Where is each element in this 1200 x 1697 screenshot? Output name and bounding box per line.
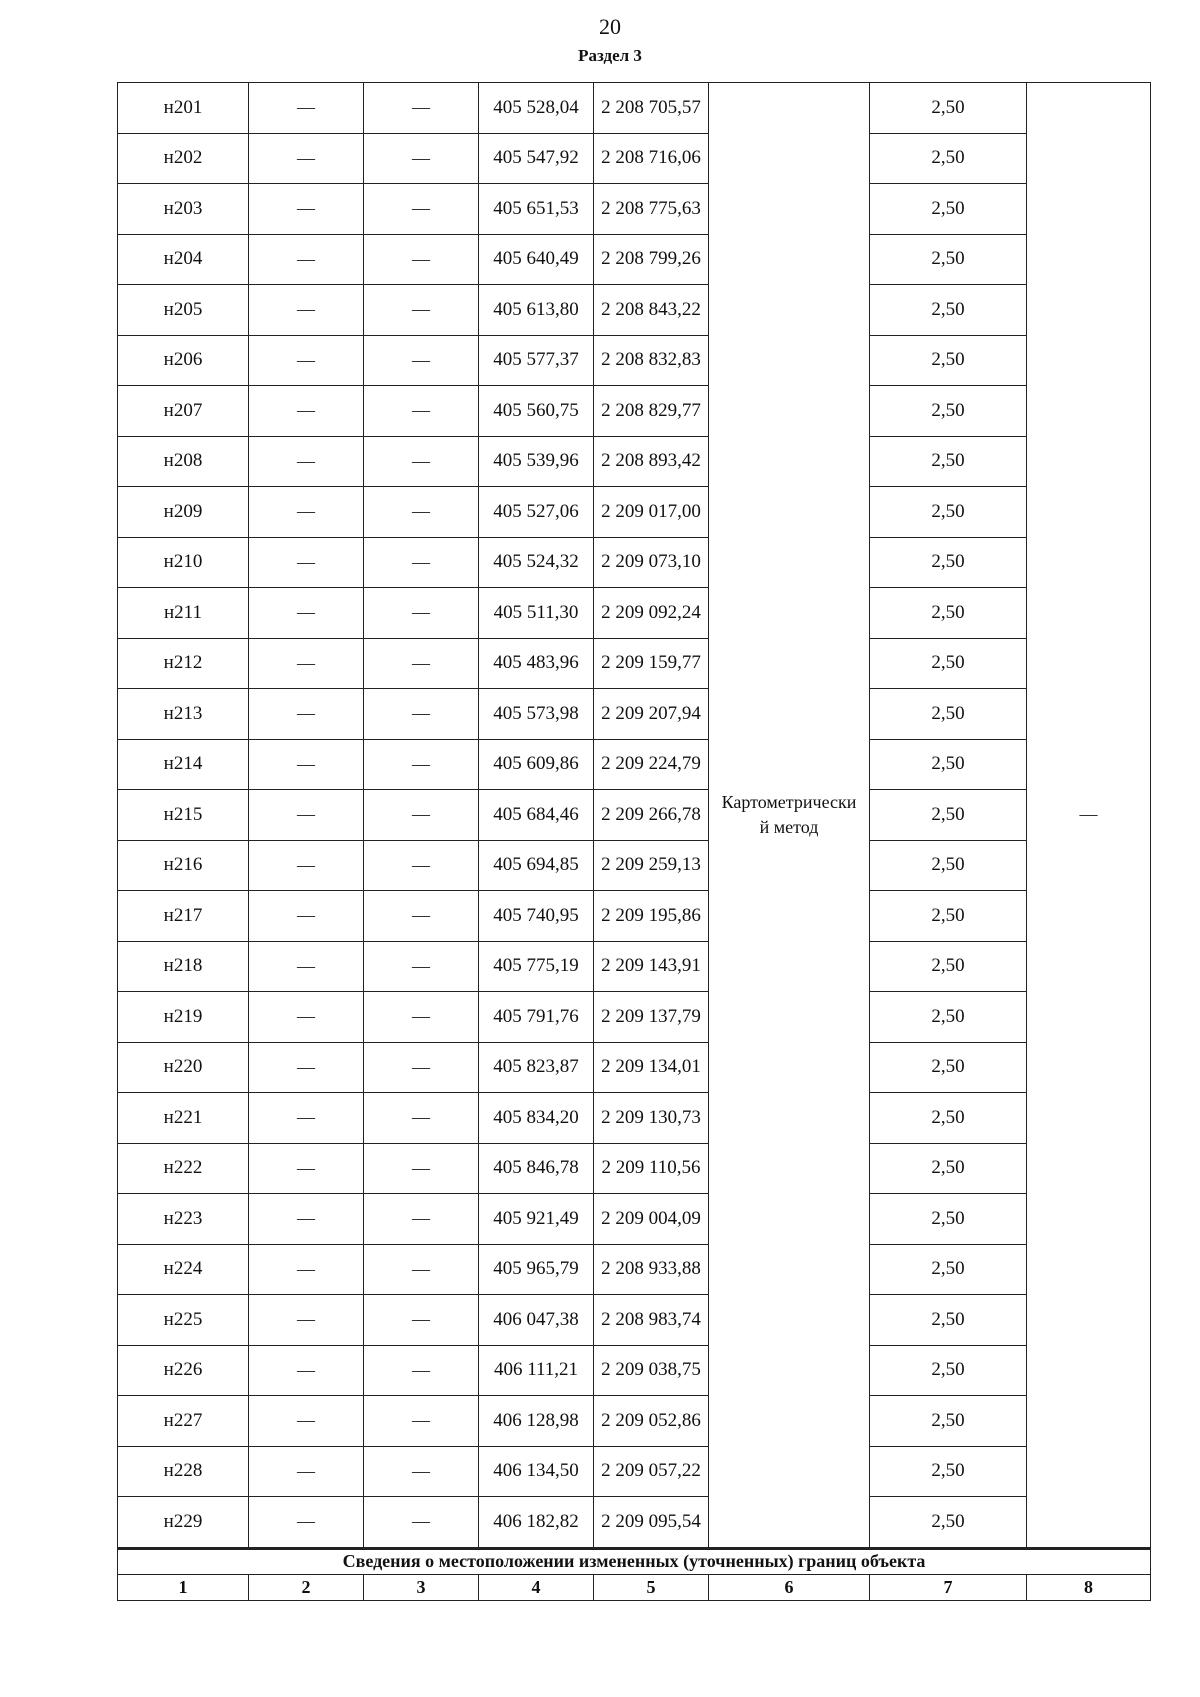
y-coordinate-cell: 2 208 799,26 — [594, 234, 709, 285]
point-name-cell: н208 — [118, 436, 249, 487]
col2-cell: — — [249, 790, 364, 841]
y-coordinate-cell: 2 209 266,78 — [594, 790, 709, 841]
y-coordinate-cell: 2 209 143,91 — [594, 941, 709, 992]
point-name-cell: н222 — [118, 1143, 249, 1194]
col2-cell: — — [249, 1396, 364, 1447]
col2-cell: — — [249, 285, 364, 336]
col3-cell: — — [364, 83, 479, 134]
x-coordinate-cell: 405 483,96 — [479, 638, 594, 689]
x-coordinate-cell: 405 524,32 — [479, 537, 594, 588]
x-coordinate-cell: 405 527,06 — [479, 487, 594, 538]
col2-cell: — — [249, 840, 364, 891]
y-coordinate-cell: 2 209 092,24 — [594, 588, 709, 639]
table-row — [118, 1143, 1151, 1194]
col2-cell: — — [249, 487, 364, 538]
y-coordinate-cell: 2 209 038,75 — [594, 1345, 709, 1396]
col2-cell: — — [249, 1042, 364, 1093]
y-coordinate-cell: 2 209 137,79 — [594, 992, 709, 1043]
col2-cell: — — [249, 1446, 364, 1497]
col3-cell: — — [364, 1244, 479, 1295]
accuracy-cell: 2,50 — [870, 840, 1027, 891]
y-coordinate-cell: 2 209 110,56 — [594, 1143, 709, 1194]
col2-cell: — — [249, 1143, 364, 1194]
accuracy-cell: 2,50 — [870, 689, 1027, 740]
table-row — [118, 436, 1151, 487]
col3-cell: — — [364, 133, 479, 184]
x-coordinate-cell: 405 640,49 — [479, 234, 594, 285]
point-name-cell: н215 — [118, 790, 249, 841]
table-row — [118, 1194, 1151, 1245]
x-coordinate-cell: 405 775,19 — [479, 941, 594, 992]
y-coordinate-cell: 2 209 004,09 — [594, 1194, 709, 1245]
accuracy-cell: 2,50 — [870, 1042, 1027, 1093]
col3-cell: — — [364, 1093, 479, 1144]
table-row — [118, 1446, 1151, 1497]
accuracy-cell: 2,50 — [870, 1143, 1027, 1194]
col2-cell: — — [249, 638, 364, 689]
y-coordinate-cell: 2 209 195,86 — [594, 891, 709, 942]
col2-cell: — — [249, 133, 364, 184]
y-coordinate-cell: 2 209 073,10 — [594, 537, 709, 588]
column-number-cell: 1 — [118, 1574, 249, 1600]
column-number-cell: 5 — [594, 1574, 709, 1600]
table-row — [118, 184, 1151, 235]
y-coordinate-cell: 2 209 159,77 — [594, 638, 709, 689]
col3-cell: — — [364, 285, 479, 336]
col3-cell: — — [364, 386, 479, 437]
point-name-cell: н214 — [118, 739, 249, 790]
col3-cell: — — [364, 234, 479, 285]
method-label-line: й метод — [759, 816, 819, 837]
y-coordinate-cell: 2 208 829,77 — [594, 386, 709, 437]
caption-row — [118, 1548, 1151, 1574]
y-coordinate-cell: 2 208 775,63 — [594, 184, 709, 235]
table-row — [118, 285, 1151, 336]
col2-cell: — — [249, 335, 364, 386]
x-coordinate-cell: 405 651,53 — [479, 184, 594, 235]
col2-cell: — — [249, 184, 364, 235]
col2-cell: — — [249, 234, 364, 285]
point-name-cell: н221 — [118, 1093, 249, 1144]
col3-cell: — — [364, 588, 479, 639]
col3-cell: — — [364, 992, 479, 1043]
accuracy-cell: 2,50 — [870, 537, 1027, 588]
point-name-cell: н219 — [118, 992, 249, 1043]
col2-cell: — — [249, 1093, 364, 1144]
point-name-cell: н213 — [118, 689, 249, 740]
accuracy-cell: 2,50 — [870, 1345, 1027, 1396]
accuracy-cell: 2,50 — [870, 1446, 1027, 1497]
accuracy-cell: 2,50 — [870, 790, 1027, 841]
point-name-cell: н224 — [118, 1244, 249, 1295]
point-name-cell: н209 — [118, 487, 249, 538]
boundary-points-table — [117, 82, 1151, 1601]
point-name-cell: н202 — [118, 133, 249, 184]
table-row — [118, 487, 1151, 538]
accuracy-cell: 2,50 — [870, 133, 1027, 184]
x-coordinate-cell: 406 111,21 — [479, 1345, 594, 1396]
col3-cell: — — [364, 689, 479, 740]
column-number-cell: 6 — [709, 1574, 870, 1600]
col2-cell: — — [249, 941, 364, 992]
col3-cell: — — [364, 1042, 479, 1093]
table-row — [118, 386, 1151, 437]
col2-cell: — — [249, 689, 364, 740]
col3-cell: — — [364, 1396, 479, 1447]
table-row — [118, 790, 1151, 841]
y-coordinate-cell: 2 209 134,01 — [594, 1042, 709, 1093]
col2-cell: — — [249, 1497, 364, 1549]
point-name-cell: н218 — [118, 941, 249, 992]
x-coordinate-cell: 405 573,98 — [479, 689, 594, 740]
table-row — [118, 1093, 1151, 1144]
method-label-line: Картометрически — [721, 791, 857, 812]
column-numbers-row — [118, 1574, 1151, 1600]
col2-cell: — — [249, 83, 364, 134]
point-name-cell: н225 — [118, 1295, 249, 1346]
x-coordinate-cell: 405 791,76 — [479, 992, 594, 1043]
x-coordinate-cell: 405 740,95 — [479, 891, 594, 942]
point-name-cell: н212 — [118, 638, 249, 689]
col3-cell: — — [364, 1497, 479, 1549]
col2-cell: — — [249, 1295, 364, 1346]
table-row — [118, 891, 1151, 942]
col2-cell: — — [249, 436, 364, 487]
section-title: Раздел 3 — [578, 46, 642, 65]
col3-cell: — — [364, 638, 479, 689]
x-coordinate-cell: 405 528,04 — [479, 83, 594, 134]
table-row — [118, 689, 1151, 740]
x-coordinate-cell: 406 182,82 — [479, 1497, 594, 1549]
col3-cell: — — [364, 790, 479, 841]
table-row — [118, 234, 1151, 285]
accuracy-cell: 2,50 — [870, 285, 1027, 336]
accuracy-cell: 2,50 — [870, 1244, 1027, 1295]
table-row — [118, 537, 1151, 588]
table-row — [118, 638, 1151, 689]
y-coordinate-cell: 2 209 057,22 — [594, 1446, 709, 1497]
x-coordinate-cell: 405 613,80 — [479, 285, 594, 336]
accuracy-cell: 2,50 — [870, 992, 1027, 1043]
x-coordinate-cell: 405 823,87 — [479, 1042, 594, 1093]
col3-cell: — — [364, 487, 479, 538]
x-coordinate-cell: 405 846,78 — [479, 1143, 594, 1194]
table-row — [118, 941, 1151, 992]
accuracy-cell: 2,50 — [870, 891, 1027, 942]
x-coordinate-cell: 406 128,98 — [479, 1396, 594, 1447]
y-coordinate-cell: 2 209 095,54 — [594, 1497, 709, 1549]
x-coordinate-cell: 405 609,86 — [479, 739, 594, 790]
col8-cell: — — [1027, 83, 1151, 1549]
y-coordinate-cell: 2 208 705,57 — [594, 83, 709, 134]
x-coordinate-cell: 405 577,37 — [479, 335, 594, 386]
point-name-cell: н205 — [118, 285, 249, 336]
col2-cell: — — [249, 1345, 364, 1396]
table-caption: Сведения о местоположении измененных (уточненных) границ объекта — [118, 1548, 1151, 1574]
x-coordinate-cell: 405 547,92 — [479, 133, 594, 184]
col3-cell: — — [364, 1295, 479, 1346]
col3-cell: — — [364, 1446, 479, 1497]
col2-cell: — — [249, 386, 364, 437]
accuracy-cell: 2,50 — [870, 386, 1027, 437]
accuracy-cell: 2,50 — [870, 184, 1027, 235]
column-number-cell: 2 — [249, 1574, 364, 1600]
table-row — [118, 1396, 1151, 1447]
point-name-cell: н201 — [118, 83, 249, 134]
col3-cell: — — [364, 1194, 479, 1245]
y-coordinate-cell: 2 208 832,83 — [594, 335, 709, 386]
y-coordinate-cell: 2 209 130,73 — [594, 1093, 709, 1144]
col3-cell: — — [364, 1345, 479, 1396]
col3-cell: — — [364, 184, 479, 235]
accuracy-cell: 2,50 — [870, 335, 1027, 386]
y-coordinate-cell: 2 208 716,06 — [594, 133, 709, 184]
col3-cell: — — [364, 840, 479, 891]
accuracy-cell: 2,50 — [870, 638, 1027, 689]
x-coordinate-cell: 405 834,20 — [479, 1093, 594, 1144]
col2-cell: — — [249, 537, 364, 588]
point-name-cell: н220 — [118, 1042, 249, 1093]
y-coordinate-cell: 2 209 224,79 — [594, 739, 709, 790]
table-row — [118, 992, 1151, 1043]
x-coordinate-cell: 406 047,38 — [479, 1295, 594, 1346]
col2-cell: — — [249, 1244, 364, 1295]
point-name-cell: н227 — [118, 1396, 249, 1447]
method-cell — [709, 83, 870, 1549]
table-row — [118, 588, 1151, 639]
col3-cell: — — [364, 335, 479, 386]
y-coordinate-cell: 2 208 933,88 — [594, 1244, 709, 1295]
col3-cell: — — [364, 537, 479, 588]
y-coordinate-cell: 2 208 843,22 — [594, 285, 709, 336]
page-number: 20 — [599, 14, 621, 39]
accuracy-cell: 2,50 — [870, 1497, 1027, 1549]
column-number-cell: 4 — [479, 1574, 594, 1600]
x-coordinate-cell: 405 694,85 — [479, 840, 594, 891]
table-row — [118, 1042, 1151, 1093]
y-coordinate-cell: 2 209 259,13 — [594, 840, 709, 891]
col3-cell: — — [364, 739, 479, 790]
y-coordinate-cell: 2 209 017,00 — [594, 487, 709, 538]
y-coordinate-cell: 2 209 052,86 — [594, 1396, 709, 1447]
table-row — [118, 1295, 1151, 1346]
accuracy-cell: 2,50 — [870, 487, 1027, 538]
x-coordinate-cell: 405 965,79 — [479, 1244, 594, 1295]
point-name-cell: н211 — [118, 588, 249, 639]
accuracy-cell: 2,50 — [870, 1396, 1027, 1447]
point-name-cell: н228 — [118, 1446, 249, 1497]
column-number-cell: 8 — [1027, 1574, 1151, 1600]
point-name-cell: н216 — [118, 840, 249, 891]
col2-cell: — — [249, 588, 364, 639]
accuracy-cell: 2,50 — [870, 234, 1027, 285]
col2-cell: — — [249, 891, 364, 942]
point-name-cell: н207 — [118, 386, 249, 437]
column-number-cell: 7 — [870, 1574, 1027, 1600]
accuracy-cell: 2,50 — [870, 588, 1027, 639]
point-name-cell: н203 — [118, 184, 249, 235]
accuracy-cell: 2,50 — [870, 1093, 1027, 1144]
col3-cell: — — [364, 941, 479, 992]
point-name-cell: н210 — [118, 537, 249, 588]
point-name-cell: н217 — [118, 891, 249, 942]
accuracy-cell: 2,50 — [870, 436, 1027, 487]
col3-cell: — — [364, 1143, 479, 1194]
x-coordinate-cell: 405 511,30 — [479, 588, 594, 639]
accuracy-cell: 2,50 — [870, 1194, 1027, 1245]
point-name-cell: н226 — [118, 1345, 249, 1396]
x-coordinate-cell: 405 560,75 — [479, 386, 594, 437]
table-row — [118, 1345, 1151, 1396]
point-name-cell: н204 — [118, 234, 249, 285]
col3-cell: — — [364, 891, 479, 942]
table-row — [118, 840, 1151, 891]
col2-cell: — — [249, 992, 364, 1043]
col3-cell: — — [364, 436, 479, 487]
table-row — [118, 133, 1151, 184]
table-row — [118, 83, 1151, 134]
col2-cell: — — [249, 1194, 364, 1245]
col2-cell: — — [249, 739, 364, 790]
y-coordinate-cell: 2 209 207,94 — [594, 689, 709, 740]
point-name-cell: н206 — [118, 335, 249, 386]
table-row — [118, 1244, 1151, 1295]
accuracy-cell: 2,50 — [870, 83, 1027, 134]
table-row — [118, 739, 1151, 790]
table-row — [118, 335, 1151, 386]
x-coordinate-cell: 406 134,50 — [479, 1446, 594, 1497]
table-body — [118, 83, 1151, 1601]
accuracy-cell: 2,50 — [870, 941, 1027, 992]
accuracy-cell: 2,50 — [870, 1295, 1027, 1346]
table-row — [118, 1497, 1151, 1549]
x-coordinate-cell: 405 684,46 — [479, 790, 594, 841]
x-coordinate-cell: 405 921,49 — [479, 1194, 594, 1245]
x-coordinate-cell: 405 539,96 — [479, 436, 594, 487]
column-number-cell: 3 — [364, 1574, 479, 1600]
y-coordinate-cell: 2 208 893,42 — [594, 436, 709, 487]
accuracy-cell: 2,50 — [870, 739, 1027, 790]
point-name-cell: н223 — [118, 1194, 249, 1245]
y-coordinate-cell: 2 208 983,74 — [594, 1295, 709, 1346]
point-name-cell: н229 — [118, 1497, 249, 1549]
